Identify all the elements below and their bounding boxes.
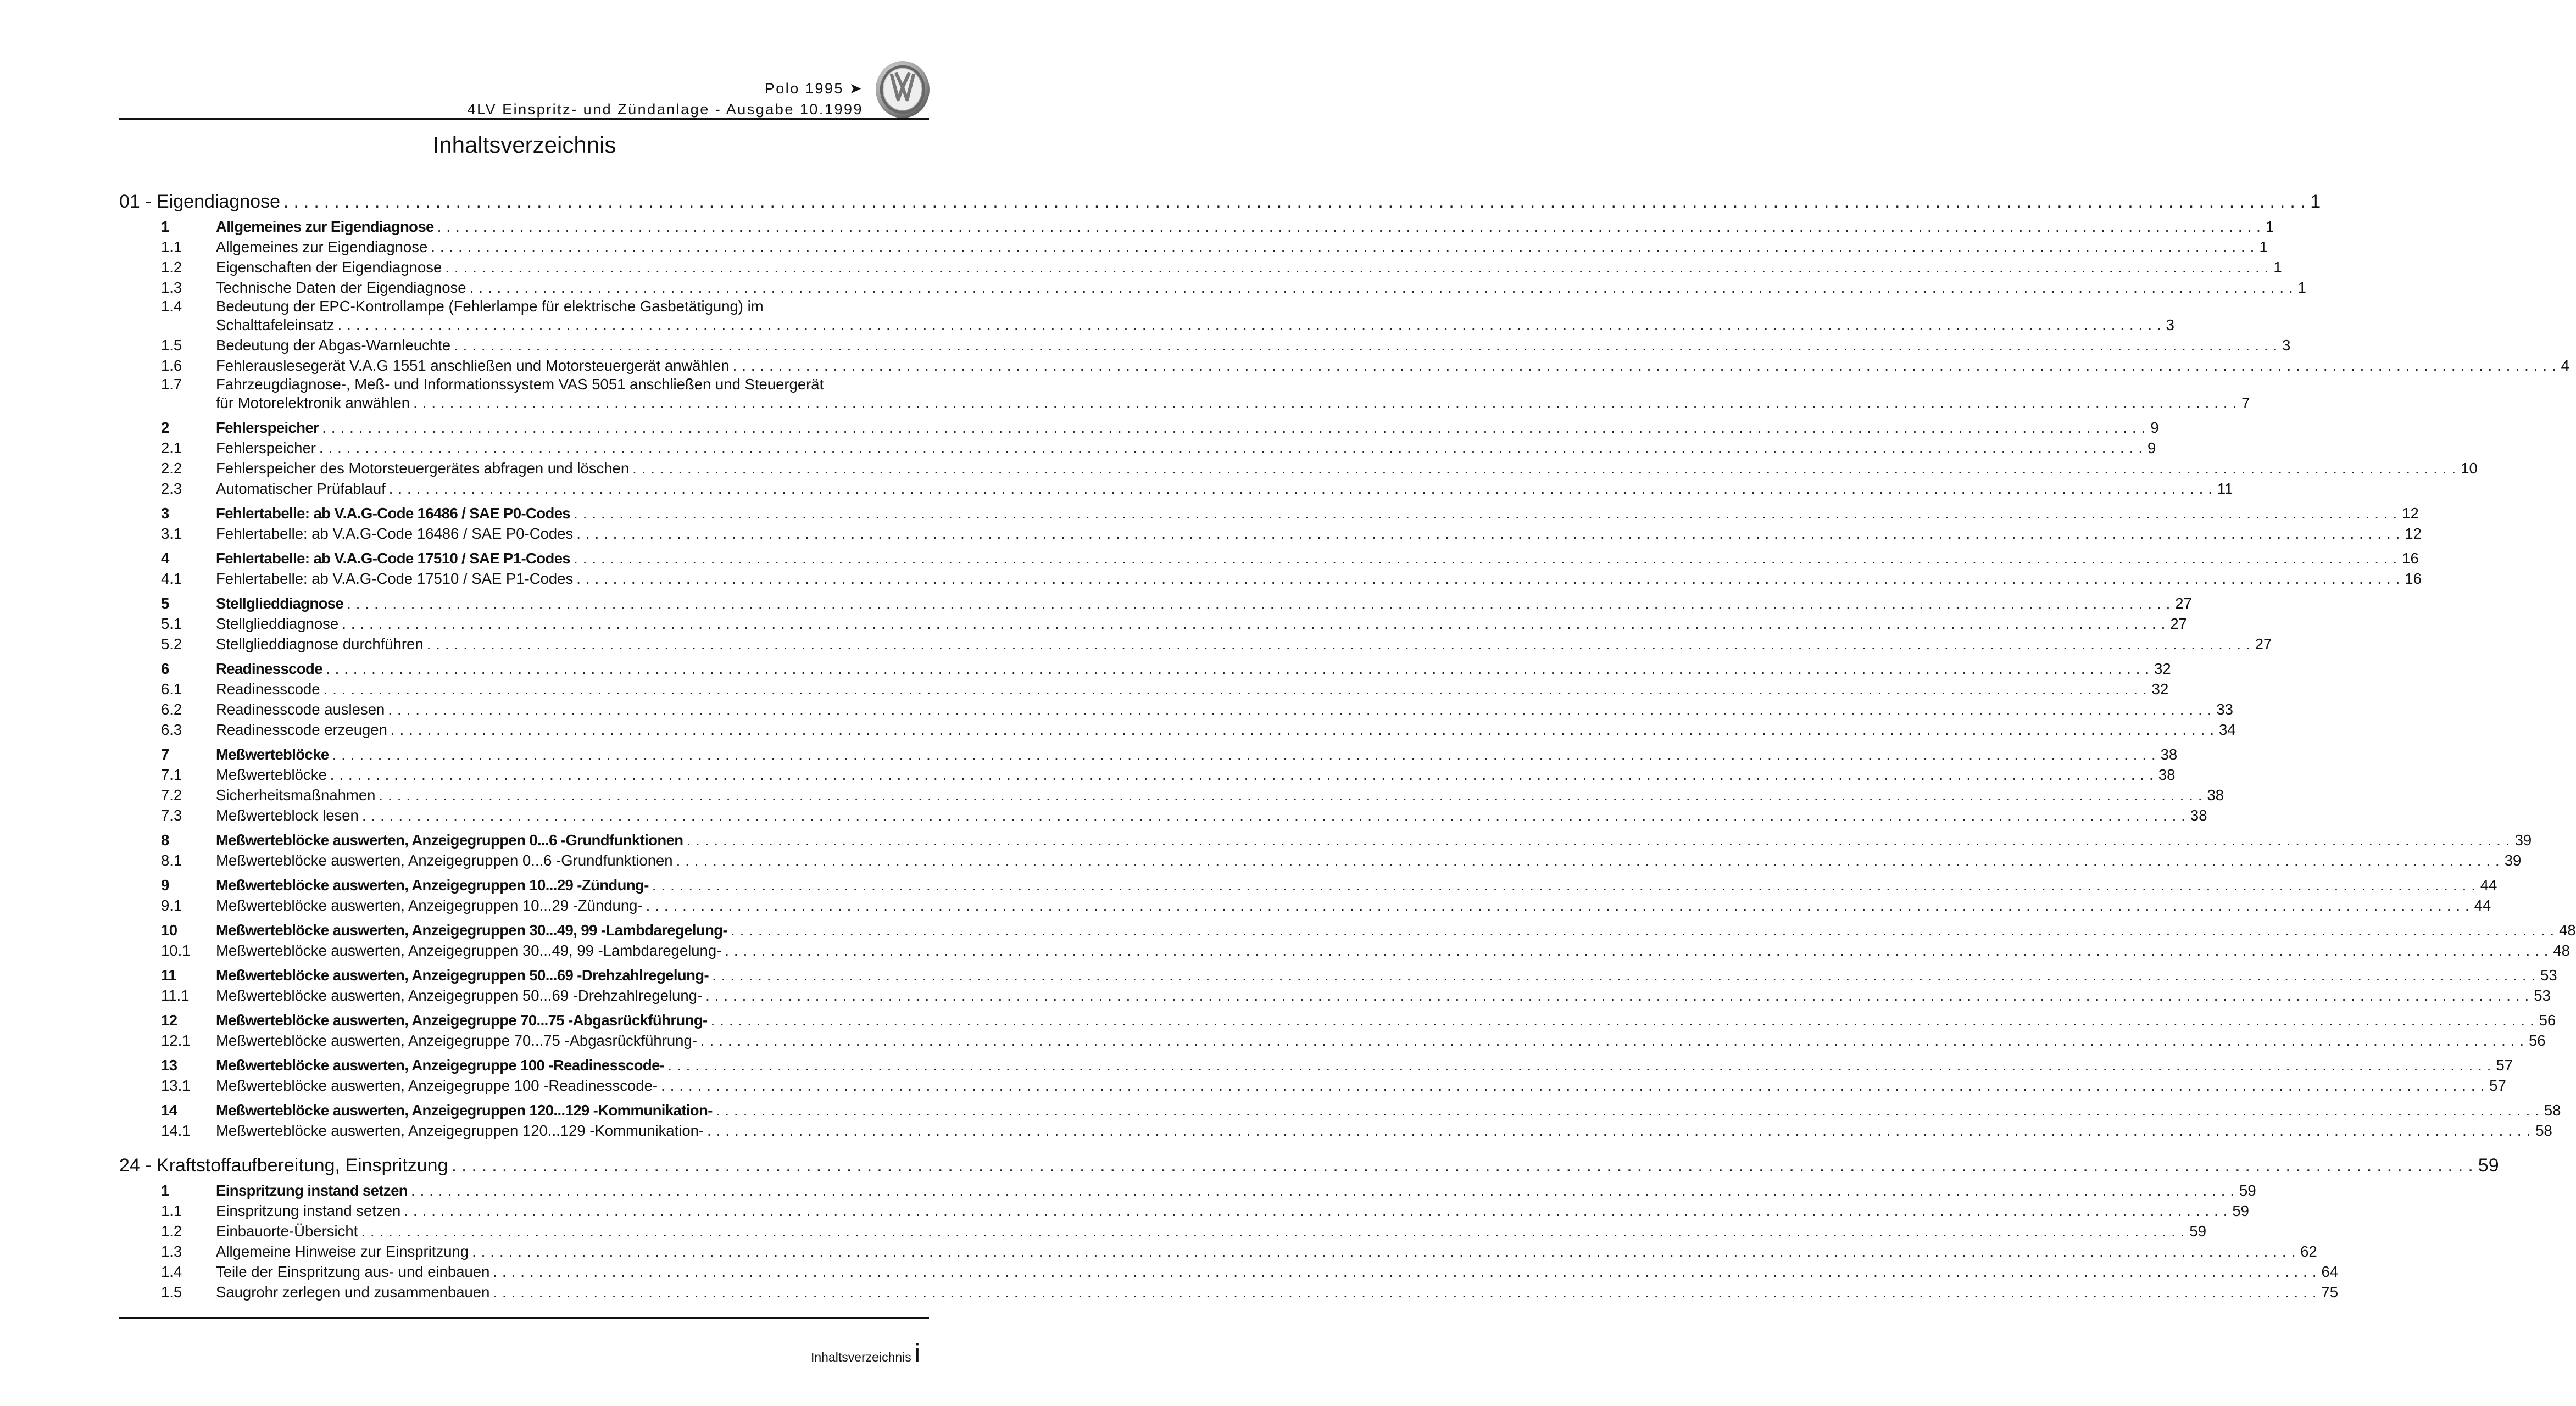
entry-number: 5: [161, 595, 169, 612]
entry-number: 1.5: [161, 337, 182, 354]
entry-title: Meßwerteblöcke auswerten, Anzeigegruppen 50...69 -Drehzahlregelung-: [216, 987, 703, 1004]
entry-page: 9: [2147, 439, 2156, 456]
entry-title: Meßwerteblöcke auswerten, Anzeigegruppe 70...75 -Abgasrückführung-: [216, 1032, 697, 1049]
entry-page: 58: [2535, 1122, 2552, 1139]
dot-leader: ........................................................................................................................................................................................................: [388, 480, 2217, 497]
entry-number: 14.1: [161, 1122, 191, 1139]
entry-title: Automatischer Prüfablauf: [216, 480, 386, 497]
entry-title: Meßwerteblöcke auswerten, Anzeigegruppen 10...29 -Zündung-: [216, 877, 649, 894]
entry-number: 1: [161, 218, 169, 235]
entry-number: 11: [161, 967, 176, 984]
dot-leader: ........................................................................................................................................................................................................: [676, 852, 2505, 869]
entry-number: 3: [161, 505, 169, 522]
dot-leader: ........................................................................................................................................................................................................: [493, 1263, 2322, 1280]
entry-number: 1.5: [161, 1284, 182, 1301]
toc-entry[interactable]: [119, 1055, 2513, 1075]
entry-title: Einspritzung instand setzen: [216, 1182, 408, 1199]
dot-leader: ........................................................................................................................................................................................................: [493, 1284, 2322, 1301]
toc-entry[interactable]: [119, 1120, 2552, 1141]
entry-title: Allgemeine Hinweise zur Einspritzung: [216, 1243, 469, 1260]
toc-entry-continuation[interactable]: [119, 315, 2174, 335]
entry-number: 4.1: [161, 570, 182, 587]
entry-page: 75: [2321, 1284, 2339, 1301]
header-rule: [119, 118, 929, 120]
entry-title: Readinesscode erzeugen: [216, 721, 387, 738]
toc-entry[interactable]: [119, 503, 2419, 523]
entry-title: Meßwerteblöcke auswerten, Anzeigegruppen 50...69 -Drehzahlregelung-: [216, 967, 709, 984]
dot-leader: ........................................................................................................................................................................................................: [710, 1012, 2539, 1029]
dot-leader: ........................................................................................................................................................................................................: [322, 419, 2151, 436]
toc-entry[interactable]: [119, 593, 2192, 613]
header-subtitle: 4LV Einspritz- und Zündanlage - Ausgabe 10.1999: [467, 101, 863, 118]
entry-page: 44: [2480, 877, 2497, 894]
dot-leader: ........................................................................................................................................................................................................: [661, 1077, 2490, 1094]
entry-number: 7.1: [161, 766, 182, 783]
dot-leader: ........................................................................................................................................................................................................: [731, 922, 2560, 939]
entry-number: 1.3: [161, 1243, 182, 1260]
toc-entry[interactable]: [119, 1100, 2561, 1120]
footer-label: Inhaltsverzeichnis: [810, 1350, 911, 1364]
toc-entry[interactable]: [119, 335, 2291, 355]
entry-page: 59: [2189, 1223, 2206, 1240]
entry-title: Meßwerteblöcke: [216, 746, 329, 763]
dot-leader: ........................................................................................................................................................................................................: [725, 942, 2553, 959]
entry-page: 57: [2489, 1077, 2506, 1094]
entry-title: Bedeutung der EPC-Kontrollampe (Fehlerlampe für elektrische Gasbetätigung) im: [216, 298, 764, 315]
entry-number: 9.1: [161, 897, 182, 914]
entry-number: 11.1: [161, 987, 190, 1004]
entry-title: Meßwerteblöcke auswerten, Anzeigegruppen 30...49, 99 -Lambdaregelung-: [216, 942, 722, 959]
dot-leader: ........................................................................................................................................................................................................: [404, 1202, 2233, 1219]
entry-number: 9: [161, 877, 169, 894]
toc-section-heading[interactable]: [119, 1153, 2499, 1178]
dot-leader: ........................................................................................................................................................................................................: [330, 766, 2158, 783]
toc-entry[interactable]: [119, 1030, 2546, 1051]
entry-title: Sicherheitsmaßnahmen: [216, 786, 376, 804]
toc-entry[interactable]: [119, 548, 2419, 568]
entry-page: 16: [2402, 550, 2419, 567]
entry-number: 13: [161, 1057, 177, 1074]
entry-number: 2.2: [161, 460, 182, 477]
entry-page: 1: [2259, 238, 2268, 255]
toc-entry[interactable]: [119, 1180, 2256, 1201]
toc-entry[interactable]: [119, 875, 2497, 895]
entry-title: Meßwerteblöcke auswerten, Anzeigegruppen 0...6 -Grundfunktionen: [216, 852, 673, 869]
entry-number: 2.1: [161, 439, 182, 456]
entry-title: Stellglieddiagnose: [216, 615, 339, 632]
footer: [811, 1338, 920, 1368]
entry-title: Bedeutung der Abgas-Warnleuchte: [216, 337, 451, 354]
entry-page: 27: [2255, 635, 2272, 652]
entry-number: 1.1: [161, 1202, 182, 1219]
footer-rule: [119, 1317, 929, 1319]
toc-entry[interactable]: [119, 719, 2236, 740]
toc-entry[interactable]: [119, 744, 2178, 765]
toc-entry[interactable]: [119, 257, 2282, 277]
dot-leader: ........................................................................................................................................................................................................: [732, 357, 2561, 374]
entry-number: 7: [161, 746, 169, 763]
entry-number: 1.6: [161, 357, 182, 374]
entry-page: 53: [2540, 967, 2557, 984]
toc-entry[interactable]: [119, 478, 2233, 499]
entry-page: 58: [2544, 1102, 2561, 1119]
entry-number: 10: [161, 922, 177, 939]
entry-number: 2.3: [161, 480, 182, 497]
entry-title: Saugrohr zerlegen und zusammenbauen: [216, 1284, 490, 1301]
entry-number: 2: [161, 419, 169, 436]
entry-page: 64: [2321, 1263, 2339, 1280]
entry-page: 12: [2405, 525, 2422, 542]
dot-leader: ........................................................................................................................................................................................................: [347, 595, 2176, 612]
toc-entry[interactable]: [119, 765, 2176, 785]
toc-section-heading[interactable]: [119, 189, 2321, 214]
entry-number: 5.1: [161, 615, 182, 632]
entry-page: 59: [2239, 1182, 2256, 1199]
entry-page: 38: [2190, 807, 2207, 824]
dot-leader: ........................................................................................................................................................................................................: [410, 1182, 2240, 1199]
entry-title: Fehlertabelle: ab V.A.G-Code 16486 / SAE P0-Codes: [216, 525, 574, 542]
entry-page: 53: [2534, 987, 2551, 1004]
entry-title: Meßwerteblöcke auswerten, Anzeigegruppe 100 -Readinesscode-: [216, 1057, 665, 1074]
entry-title: Meßwerteblock lesen: [216, 807, 359, 824]
entry-number: 8: [161, 832, 169, 849]
entry-number: 3.1: [161, 525, 182, 542]
toc-entry[interactable]: [119, 805, 2207, 825]
toc-entry[interactable]: [119, 850, 2522, 871]
entry-page: 11: [2217, 480, 2233, 497]
toc-entry[interactable]: [119, 298, 913, 315]
toc-entry[interactable]: [119, 417, 2159, 438]
entry-page: 62: [2300, 1243, 2317, 1260]
entry-page: 39: [2514, 832, 2532, 849]
section-title: 01 - Eigendiagnose: [119, 191, 281, 212]
entry-title: Einspritzung instand setzen: [216, 1202, 401, 1219]
entry-number: 6.2: [161, 701, 182, 718]
entry-title: Allgemeines zur Eigendiagnose: [216, 238, 428, 255]
dot-leader: ........................................................................................................................................................................................................: [283, 191, 2311, 212]
toc-entry[interactable]: [119, 830, 2532, 850]
toc-entry[interactable]: [119, 438, 2156, 458]
dot-leader: ........................................................................................................................................................................................................: [576, 570, 2405, 587]
dot-leader: ........................................................................................................................................................................................................: [715, 1102, 2544, 1119]
dot-leader: ........................................................................................................................................................................................................: [437, 218, 2266, 235]
entry-number: 1.2: [161, 259, 182, 276]
dot-leader: ........................................................................................................................................................................................................: [323, 680, 2152, 698]
entry-number: 1.2: [161, 1223, 182, 1240]
toc-entry[interactable]: [119, 679, 2169, 699]
entry-title: für Motorelektronik anwählen: [216, 394, 410, 411]
toc-entry[interactable]: [119, 920, 2576, 940]
entry-page: 3: [2282, 337, 2291, 354]
header-model: Polo 1995 ➤: [764, 80, 863, 97]
dot-leader: ........................................................................................................................................................................................................: [361, 1223, 2190, 1240]
dot-leader: ........................................................................................................................................................................................................: [686, 832, 2515, 849]
entry-page: 56: [2529, 1032, 2546, 1049]
entry-title: Fehlerspeicher: [216, 439, 316, 456]
entry-number: 1.3: [161, 279, 182, 296]
dot-leader: ........................................................................................................................................................................................................: [337, 316, 2166, 333]
entry-page: 39: [2504, 852, 2522, 869]
dot-leader: ........................................................................................................................................................................................................: [700, 1032, 2529, 1049]
footer-page: i: [914, 1338, 920, 1367]
toc-entry[interactable]: [119, 699, 2233, 719]
entry-page: 33: [2216, 701, 2233, 718]
entry-number: 12: [161, 1012, 177, 1029]
entry-page: 32: [2154, 660, 2171, 677]
entry-number: 1: [161, 1182, 169, 1199]
dot-leader: ........................................................................................................................................................................................................: [472, 1243, 2301, 1260]
entry-page: 16: [2405, 570, 2422, 587]
dot-leader: ........................................................................................................................................................................................................: [390, 721, 2219, 738]
entry-number: 1.7: [161, 376, 182, 393]
toc-entry-continuation[interactable]: [119, 393, 2250, 413]
dot-leader: ........................................................................................................................................................................................................: [388, 701, 2217, 718]
dot-leader: ........................................................................................................................................................................................................: [332, 746, 2161, 763]
entry-page: 56: [2539, 1012, 2556, 1029]
dot-leader: ........................................................................................................................................................................................................: [325, 660, 2155, 677]
entry-number: 5.2: [161, 635, 182, 652]
dot-leader: ........................................................................................................................................................................................................: [667, 1057, 2496, 1074]
toc-entry[interactable]: [119, 785, 2224, 805]
dot-leader: ........................................................................................................................................................................................................: [632, 460, 2461, 477]
entry-title: Fehlertabelle: ab V.A.G-Code 17510 / SAE P1-Codes: [216, 550, 571, 567]
entry-title: Readinesscode: [216, 680, 320, 698]
toc-entry[interactable]: [119, 523, 2422, 544]
dot-leader: ........................................................................................................................................................................................................: [451, 1155, 2478, 1176]
dot-leader: ........................................................................................................................................................................................................: [413, 394, 2242, 411]
entry-number: 6.1: [161, 680, 182, 698]
toc-entry[interactable]: [119, 634, 2272, 654]
entry-title: Stellglieddiagnose durchführen: [216, 635, 424, 652]
entry-page: 12: [2402, 505, 2419, 522]
entry-page: 7: [2241, 394, 2250, 411]
entry-title: Meßwerteblöcke auswerten, Anzeigegruppen 30...49, 99 -Lambdaregelung-: [216, 922, 728, 939]
dot-leader: ........................................................................................................................................................................................................: [342, 615, 2171, 632]
entry-title: Meßwerteblöcke auswerten, Anzeigegruppen 10...29 -Zündung-: [216, 897, 643, 914]
toc-entry[interactable]: [119, 1262, 2339, 1282]
entry-title: Meßwerteblöcke auswerten, Anzeigegruppen 120...129 -Kommunikation-: [216, 1122, 704, 1139]
toc-entry[interactable]: [119, 1221, 2206, 1241]
entry-number: 7.3: [161, 807, 182, 824]
toc-entry[interactable]: [119, 985, 2551, 1006]
entry-number: 8.1: [161, 852, 182, 869]
toc-entry[interactable]: [119, 237, 2268, 257]
entry-title: Meßwerteblöcke auswerten, Anzeigegruppe 100 -Readinesscode-: [216, 1077, 658, 1094]
entry-page: 38: [2160, 746, 2178, 763]
entry-title: Meßwerteblöcke auswerten, Anzeigegruppen 0...6 -Grundfunktionen: [216, 832, 683, 849]
entry-number: 10.1: [161, 942, 191, 959]
section-page: 59: [2478, 1155, 2499, 1176]
toc-entry[interactable]: [119, 277, 2306, 298]
dot-leader: ........................................................................................................................................................................................................: [646, 897, 2474, 914]
entry-number: 14: [161, 1102, 177, 1119]
dot-leader: ........................................................................................................................................................................................................: [712, 967, 2541, 984]
entry-page: 1: [2297, 279, 2306, 296]
entry-title: Technische Daten der Eigendiagnose: [216, 279, 466, 296]
entry-page: 27: [2175, 595, 2192, 612]
toc-entry[interactable]: [119, 568, 2422, 589]
toc-entry[interactable]: [119, 1075, 2506, 1096]
toc-entry[interactable]: [119, 216, 2274, 237]
entry-title: Meßwerteblöcke auswerten, Anzeigegruppen 120...129 -Kommunikation-: [216, 1102, 713, 1119]
entry-page: 38: [2207, 786, 2224, 804]
dot-leader: ........................................................................................................................................................................................................: [454, 337, 2283, 354]
toc-entry[interactable]: [119, 355, 2569, 376]
toc-entry[interactable]: [119, 1241, 2317, 1262]
entry-number: 1.1: [161, 238, 182, 255]
toc-entry[interactable]: [119, 965, 2557, 985]
table-of-contents: [119, 189, 2576, 1302]
entry-title: Allgemeines zur Eigendiagnose: [216, 218, 434, 235]
entry-number: 1.4: [161, 298, 182, 315]
entry-title: Schalttafeleinsatz: [216, 316, 335, 333]
entry-number: 4: [161, 550, 169, 567]
entry-page: 48: [2553, 942, 2570, 959]
entry-page: 32: [2151, 680, 2169, 698]
entry-title: Fehlerspeicher: [216, 419, 319, 436]
entry-title: Fahrzeugdiagnose-, Meß- und Informationssystem VAS 5051 anschließen und Steuergerät: [216, 376, 824, 393]
dot-leader: ........................................................................................................................................................................................................: [652, 877, 2480, 894]
dot-leader: ........................................................................................................................................................................................................: [469, 279, 2298, 296]
toc-entry[interactable]: [119, 940, 2570, 961]
entry-title: Fehlertabelle: ab V.A.G-Code 17510 / SAE P1-Codes: [216, 570, 574, 587]
entry-page: 34: [2218, 721, 2236, 738]
entry-title: Teile der Einspritzung aus- und einbauen: [216, 1263, 490, 1280]
dot-leader: ........................................................................................................................................................................................................: [361, 807, 2190, 824]
dot-leader: ........................................................................................................................................................................................................: [707, 1122, 2536, 1139]
dot-leader: ........................................................................................................................................................................................................: [574, 505, 2402, 522]
entry-title: Einbauorte-Übersicht: [216, 1223, 358, 1240]
entry-number: 13.1: [161, 1077, 191, 1094]
toc-entry[interactable]: [119, 458, 2478, 478]
toc-entry[interactable]: [119, 1282, 2339, 1302]
entry-page: 1: [2265, 218, 2274, 235]
dot-leader: ........................................................................................................................................................................................................: [705, 987, 2534, 1004]
section-title: 24 - Kraftstoffaufbereitung, Einspritzung: [119, 1155, 448, 1176]
entry-page: 4: [2561, 357, 2569, 374]
entry-page: 3: [2166, 316, 2174, 333]
page-title: Inhaltsverzeichnis: [432, 132, 616, 158]
entry-title: Meßwerteblöcke: [216, 766, 327, 783]
entry-page: 38: [2158, 766, 2176, 783]
entry-page: 9: [2150, 419, 2159, 436]
entry-title: Fehlerauslesegerät V.A.G 1551 anschließen und Motorsteuergerät anwählen: [216, 357, 730, 374]
entry-title: Fehlerspeicher des Motorsteuergerätes abfragen und löschen: [216, 460, 630, 477]
entry-page: 1: [2273, 259, 2282, 276]
dot-leader: ........................................................................................................................................................................................................: [379, 786, 2207, 804]
toc-entry[interactable]: [119, 895, 2491, 916]
entry-title: Stellglieddiagnose: [216, 595, 344, 612]
toc-entry[interactable]: [119, 1201, 2249, 1221]
toc-entry[interactable]: [119, 376, 913, 393]
entry-number: 6: [161, 660, 169, 677]
entry-number: 7.2: [161, 786, 182, 804]
entry-page: 27: [2170, 615, 2187, 632]
entry-page: 48: [2559, 922, 2576, 939]
dot-leader: ........................................................................................................................................................................................................: [319, 439, 2147, 456]
entry-page: 59: [2232, 1202, 2249, 1219]
toc-entry[interactable]: [119, 613, 2187, 634]
dot-leader: ........................................................................................................................................................................................................: [426, 635, 2255, 652]
entry-page: 10: [2461, 460, 2478, 477]
dot-leader: ........................................................................................................................................................................................................: [574, 550, 2402, 567]
entry-title: Meßwerteblöcke auswerten, Anzeigegruppe 70...75 -Abgasrückführung-: [216, 1012, 708, 1029]
entry-title: Readinesscode: [216, 660, 322, 677]
entry-page: 44: [2474, 897, 2491, 914]
entry-number: 6.3: [161, 721, 182, 738]
dot-leader: ........................................................................................................................................................................................................: [576, 525, 2405, 542]
entry-title: Eigenschaften der Eigendiagnose: [216, 259, 442, 276]
dot-leader: ........................................................................................................................................................................................................: [445, 259, 2274, 276]
entry-page: 57: [2496, 1057, 2513, 1074]
entry-number: 12.1: [161, 1032, 191, 1049]
entry-title: Readinesscode auslesen: [216, 701, 385, 718]
vw-logo-icon: [875, 60, 931, 119]
entry-title: Fehlertabelle: ab V.A.G-Code 16486 / SAE P0-Codes: [216, 505, 571, 522]
dot-leader: ........................................................................................................................................................................................................: [431, 238, 2260, 255]
toc-entry[interactable]: [119, 1010, 2556, 1030]
entry-number: 1.4: [161, 1263, 182, 1280]
toc-entry[interactable]: [119, 659, 2171, 679]
section-page: 1: [2310, 191, 2321, 212]
